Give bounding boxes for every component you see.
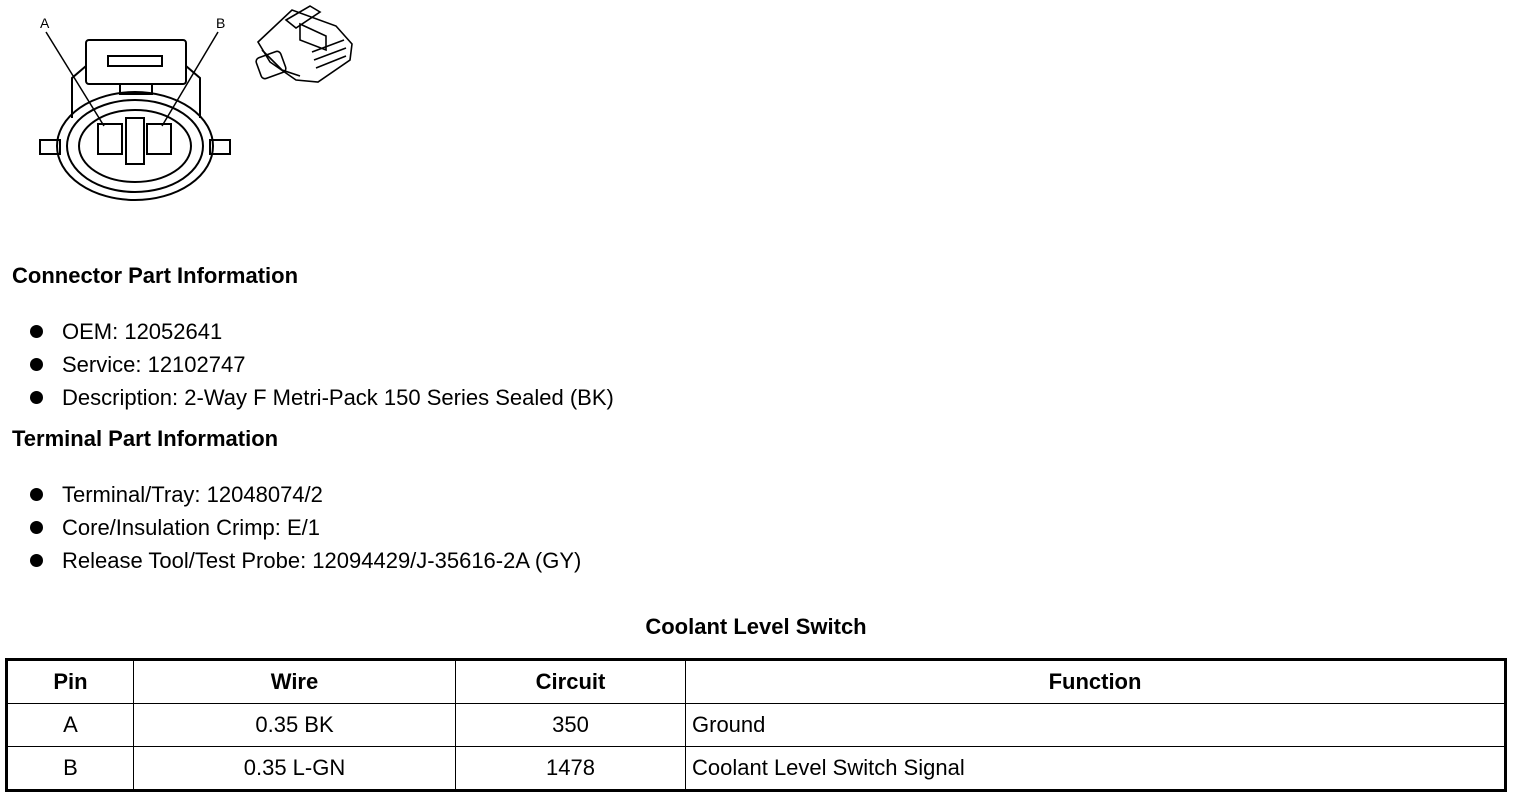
terminal-part-info-list [28,478,581,577]
terminal-part-info-heading: Terminal Part Information [12,426,279,451]
list-item: OEM: 12052641 [28,315,614,348]
list-item: Service: 12102747 [28,348,614,381]
connector-diagram [0,0,400,220]
cell-function: Coolant Level Switch Signal [686,747,1506,791]
connector-latch [86,40,186,84]
pin-a-callout: A [40,15,50,31]
list-item: Release Tool/Test Probe: 12094429/J-35616-2A (GY) [28,544,581,577]
cell-function: Ground [686,704,1506,747]
cell-pin: A [7,704,134,747]
table-row [7,747,1506,791]
table-row [7,704,1506,747]
latch-window [108,56,162,66]
table-header-row [7,660,1506,704]
list-item: Description: 2-Way F Metri-Pack 150 Series Sealed (BK) [28,381,614,414]
connector-iso-view [255,6,352,82]
cell-circuit: 350 [456,704,686,747]
connector-part-info-heading: Connector Part Information [12,263,299,288]
table-caption: Coolant Level Switch [645,614,867,639]
cavity-a [98,124,122,154]
pin-table [5,658,1507,792]
cell-wire: 0.35 L-GN [134,747,456,791]
cell-wire: 0.35 BK [134,704,456,747]
connector-body [57,92,213,200]
cavity-b [147,124,171,154]
pin-b-callout: B [216,15,226,31]
cell-circuit: 1478 [456,747,686,791]
header-pin: Pin [7,660,134,704]
header-function: Function [686,660,1506,704]
list-item: Terminal/Tray: 12048074/2 [28,478,581,511]
connector-part-info-list [28,315,614,414]
list-item: Core/Insulation Crimp: E/1 [28,511,581,544]
header-circuit: Circuit [456,660,686,704]
cell-pin: B [7,747,134,791]
header-wire: Wire [134,660,456,704]
